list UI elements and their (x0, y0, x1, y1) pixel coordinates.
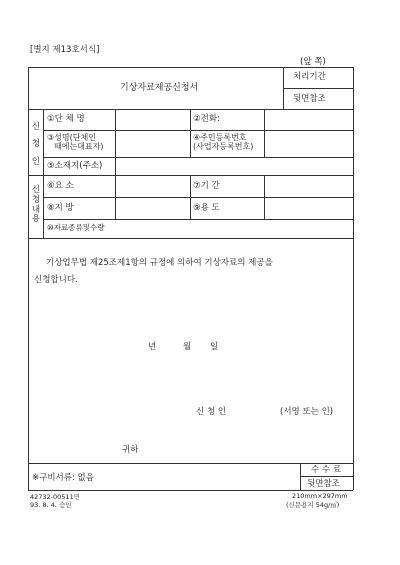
row-line-3 (43, 197, 353, 198)
processing-period-label: 처리기간 (293, 72, 326, 82)
signature-note: (서명 또는 인) (280, 407, 334, 417)
phone-label: ②전화: (193, 114, 220, 124)
person-name-line-1: ③성명(단체인 (47, 133, 96, 142)
label-col-1 (115, 109, 116, 219)
form-code: 42732-00511민 (30, 493, 80, 501)
period-label: ⑦기 간 (193, 181, 220, 191)
id-number-label (193, 134, 253, 152)
page-side-label: (앞 쪽) (300, 57, 326, 67)
content-bottom (28, 238, 353, 239)
data-type-label: ⑩자료종류및수량 (47, 223, 105, 232)
organization-name-label: ①단 체 명 (47, 114, 85, 124)
id-number-line-2: (사업자등록번호) (193, 141, 254, 151)
fee-label: 수 수 료 (311, 465, 342, 475)
table-border-left (28, 67, 29, 490)
content-char-1: 신 (31, 185, 41, 195)
addressee: 귀하 (122, 445, 139, 455)
element-label: ⑥요 소 (47, 181, 74, 191)
processing-period-value: 뒷면참조 (293, 94, 326, 104)
content-section-label (30, 186, 42, 225)
section-divider (43, 109, 44, 238)
paper-size: 210mm×297mm (292, 492, 348, 500)
request-statement-line-1: 기상업무법 제25조제1항의 규정에 의하여 기상자료의 제공을 (46, 258, 273, 268)
content-char-4: 용 (31, 214, 41, 225)
row-line-1 (43, 130, 353, 131)
processing-divider (283, 88, 353, 89)
label-col-5 (264, 175, 265, 219)
paper-spec: (신문용지 54g/㎡) (286, 501, 340, 509)
person-name-line-2: 때에는대표자) (54, 141, 104, 151)
id-number-line-1: ④주민등록번호 (193, 133, 247, 142)
applicant-char-1: 신 (31, 122, 41, 132)
content-char-3: 내 (31, 204, 41, 215)
usage-label: ⑨용 도 (193, 203, 220, 213)
label-col-3 (190, 109, 191, 157)
table-border-bottom (28, 490, 353, 491)
row-line-2 (43, 157, 353, 158)
form-number-label: [별지 제13호서식] (30, 45, 100, 55)
person-name-label (47, 134, 104, 152)
row-line-4 (43, 219, 353, 220)
table-border-top (28, 67, 353, 68)
label-col-2 (264, 109, 265, 157)
fee-row-divider (300, 476, 353, 477)
content-char-2: 청 (31, 194, 41, 205)
table-border-right (353, 67, 354, 490)
location-label: ⑧지 방 (47, 203, 74, 213)
applicant-char-3: 인 (31, 156, 41, 167)
footer-top (28, 463, 353, 464)
form-title: 기상자료제공신청서 (120, 83, 199, 93)
applicant-signature-label: 신 청 인 (196, 407, 227, 417)
date-day: 일 (210, 342, 219, 352)
request-statement-line-2: 신청합니다. (34, 275, 78, 285)
fee-value: 뒷면참조 (307, 479, 340, 489)
attachment-note: ※구비서류: 없음 (32, 473, 94, 483)
approval-date: 93. 8. 4. 승인 (30, 501, 72, 509)
applicant-section-label (30, 122, 42, 168)
applicant-char-2: 청 (31, 139, 41, 150)
date-year: 년 (148, 342, 157, 352)
date-month: 월 (183, 342, 192, 352)
label-col-4 (190, 175, 191, 219)
address-label: ⑤소재지(주소) (47, 161, 103, 171)
